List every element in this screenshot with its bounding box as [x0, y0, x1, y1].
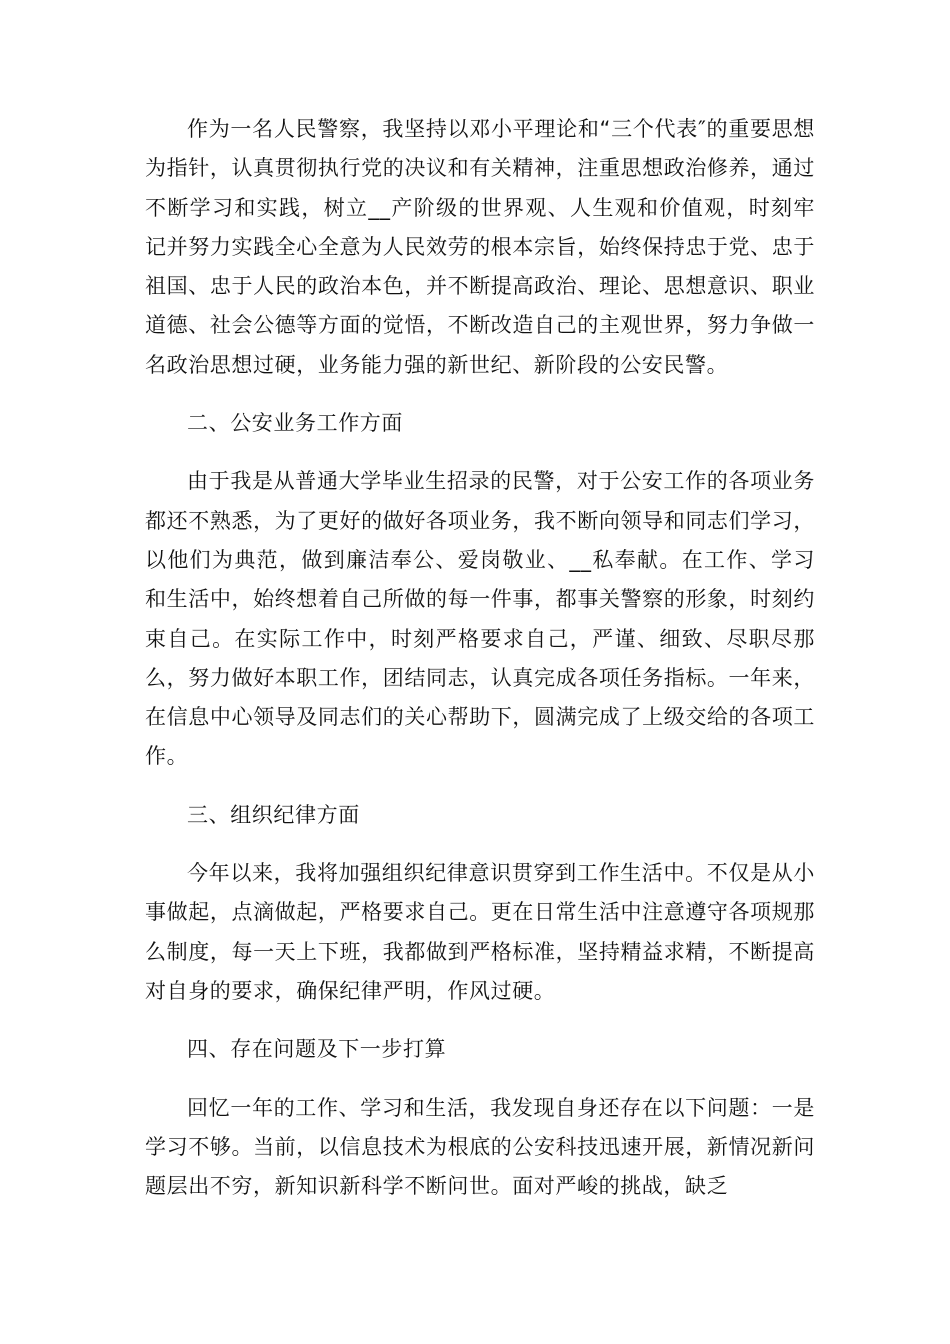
paragraph-discipline: 今年以来，我将加强组织纪律意识贯穿到工作生活中。不仅是从小事做起，点滴做起，严格要求自己。更在日常生活中注意遵守各项规那么制度，每一天上下班，我都做到严格标准，坚持精益求精，不断提高对自身的要求，确保纪律严明，作风过硬。 [145, 861, 815, 1003]
section-heading-police-work: 二、公安业务工作方面 [187, 411, 403, 436]
paragraph-problems-plans: 回忆一年的工作、学习和生活，我发现自身还存在以下问题：一是学习不够。当前，以信息技术为根底的公安科技迅速开展，新情况新问题层出不穷，新知识新科学不断问世。面对严峻的挑战，缺乏 [145, 1095, 815, 1199]
paragraph-police-work: 由于我是从普通大学毕业生招录的民警，对于公安工作的各项业务都还不熟悉，为了更好的做好各项业务，我不断向领导和同志们学习，以他们为典范，做到廉洁奉公、爱岗敬业、__私奉献。在工作、学习和生活中，始终想着自己所做的每一件事，都事关警察的形象，时刻约束自己。在实际工作中，时刻严格要求自己，严谨、细致、尽职尽那么，努力做好本职工作，团结同志，认真完成各项任务指标。一年来，在信息中心领导及同志们的关心帮助下，圆满完成了上级交给的各项工作。 [145, 469, 815, 769]
paragraph-political-thought: 作为一名人民警察，我坚持以邓小平理论和“三个代表″的重要思想为指针，认真贯彻执行党的决议和有关精神，注重思想政治修养，通过不断学习和实践，树立__产阶级的世界观、人生观和价值观，时刻牢记并努力实践全心全意为人民效劳的根本宗旨，始终保持忠于党、忠于祖国、忠于人民的政治本色，并不断提高政治、理论、思想意识、职业道德、社会公德等方面的觉悟，不断改造自己的主观世界，努力争做一名政治思想过硬，业务能力强的新世纪、新阶段的公安民警。 [145, 117, 815, 377]
section-heading-problems-plans: 四、存在问题及下一步打算 [187, 1037, 447, 1062]
section-heading-discipline: 三、组织纪律方面 [187, 802, 360, 827]
document-body [145, 110, 815, 1225]
